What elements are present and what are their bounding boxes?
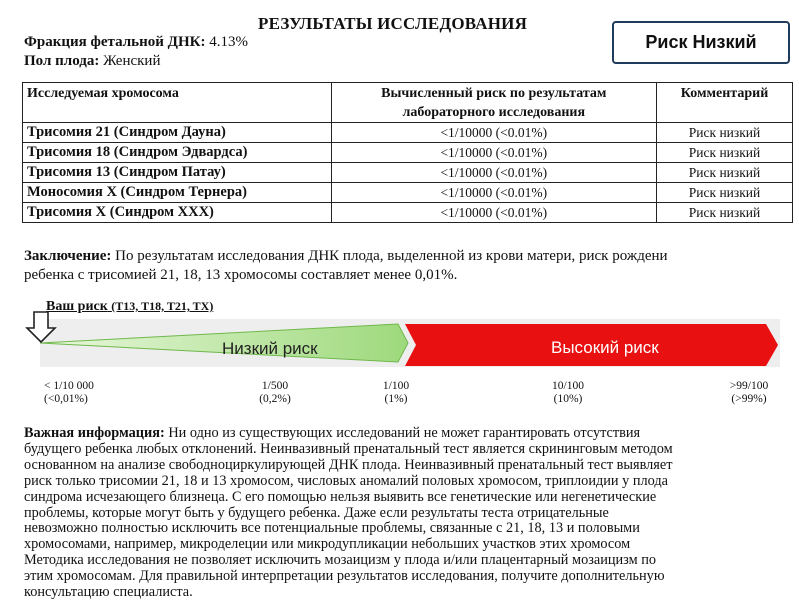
row-chromosome: Трисомия 13 (Синдром Патау) [23, 163, 332, 183]
info-line: этим хромосомам. Для правильной интерпретации результатов исследования, получите дополнительную [24, 568, 665, 585]
tick-value: >99/100 [729, 380, 769, 392]
info-line: Методика исследования не позволяет исключить мозаицизм у плода и/или плацентарный мозаицизм по [24, 552, 657, 569]
info-line: хромосомами, например, микроделеции или микродупликации небольших участков этих хромосом [24, 536, 631, 553]
table-row [23, 143, 793, 163]
info-line: риск только трисомии 21, 18 и 13 хромосом, числовых аномалий половых хромосом, триплоидии у плода [24, 472, 668, 489]
info-line: будущего ребенка любых отклонений. Неинвазивный пренатальный тест является скрининговым методом [24, 440, 673, 457]
row-comment: Риск низкий [657, 123, 793, 143]
info-line: основанном на анализе свободноциркулирующей ДНК плода. Неинвазивный пренатальный тест выявляет [24, 456, 673, 473]
conclusion [24, 247, 799, 285]
fetal-sex-label: Пол плода: [24, 53, 100, 69]
scale-tick [718, 380, 780, 406]
row-risk: <1/10000 (<0.01%) [331, 163, 657, 183]
table-row [23, 183, 793, 203]
low-risk-label: Низкий риск [222, 339, 318, 358]
row-risk: <1/10000 (<0.01%) [331, 143, 657, 163]
header-chromosome: Исследуемая хромосома [23, 83, 332, 123]
row-comment: Риск низкий [657, 163, 793, 183]
tick-value: 1/100 [382, 380, 410, 392]
info-line: проблемы, которые могут быть у будущего ребенка. Даже если результаты теста отрицательные [24, 504, 609, 521]
scale-tick [538, 380, 598, 406]
row-risk: <1/10000 (<0.01%) [331, 183, 657, 203]
row-chromosome: Трисомия Х (Синдром ХХХ) [23, 203, 332, 223]
tick-percent: (10%) [553, 393, 583, 405]
page-title: РЕЗУЛЬТАТЫ ИССЛЕДОВАНИЯ [258, 14, 528, 33]
row-comment: Риск низкий [657, 203, 793, 223]
tick-value: 10/100 [552, 380, 584, 392]
table-header-row [23, 83, 793, 123]
header-risk: Вычисленный риск по результатам лабораторного исследования [331, 83, 657, 123]
table-row [23, 203, 793, 223]
row-chromosome: Моносомия Х (Синдром Тернера) [23, 183, 332, 203]
row-comment: Риск низкий [657, 143, 793, 163]
fetal-fraction-label: Фракция фетальной ДНК: [24, 34, 206, 50]
table-row [23, 123, 793, 143]
row-chromosome: Трисомия 21 (Синдром Дауна) [23, 123, 332, 143]
scale-tick [44, 380, 104, 406]
tick-percent: (>99%) [731, 393, 767, 405]
info-line: консультацию специалиста. [24, 584, 193, 601]
row-comment: Риск низкий [657, 183, 793, 203]
high-risk-label: Высокий риск [551, 338, 659, 357]
table-row [23, 163, 793, 183]
info-text: Ни одно из существующих исследований не может гарантировать отсутствия [168, 425, 641, 441]
tick-percent: (1%) [384, 393, 408, 405]
header-comment: Комментарий [657, 83, 793, 123]
scale-tick [368, 380, 424, 406]
row-risk: <1/10000 (<0.01%) [331, 203, 657, 223]
row-chromosome: Трисомия 18 (Синдром Эдвардса) [23, 143, 332, 163]
info-line: невозможно полностью исключить все потенциальные проблемы, связанные с 21, 18, 13 и половыми [24, 520, 640, 537]
fetal-sex [24, 53, 160, 70]
fetal-fraction [24, 34, 248, 51]
tick-percent: (<0,01%) [44, 393, 88, 405]
info-label: Важная информация: [24, 425, 165, 441]
scale-title-text: Ваш риск [46, 299, 108, 314]
risk-scale [0, 310, 799, 380]
scale-tick [248, 380, 302, 406]
conclusion-label: Заключение: [24, 248, 112, 264]
row-risk: <1/10000 (<0.01%) [331, 123, 657, 143]
conclusion-line2: ребенка с трисомией 21, 18, 13 хромосомы составляет менее 0,01%. [24, 267, 458, 283]
tick-percent: (0,2%) [259, 393, 291, 405]
risk-badge: Риск Низкий [612, 21, 790, 64]
results-table [22, 82, 793, 223]
important-info [24, 426, 799, 601]
tick-value: < 1/10 000 [44, 380, 94, 392]
conclusion-line1: По результатам исследования ДНК плода, выделенной из крови матери, риск рождени [115, 248, 668, 264]
tick-value: 1/500 [261, 380, 289, 392]
scale-title-subtitle: (T13, T18, T21, TX) [111, 299, 214, 313]
fetal-fraction-value: 4.13% [209, 34, 248, 50]
fetal-sex-value: Женский [103, 53, 161, 69]
info-line [24, 426, 799, 442]
info-line: синдрома исчезающего близнеца. С его помощью нельзя выявить все генетические или негенетические [24, 488, 657, 505]
